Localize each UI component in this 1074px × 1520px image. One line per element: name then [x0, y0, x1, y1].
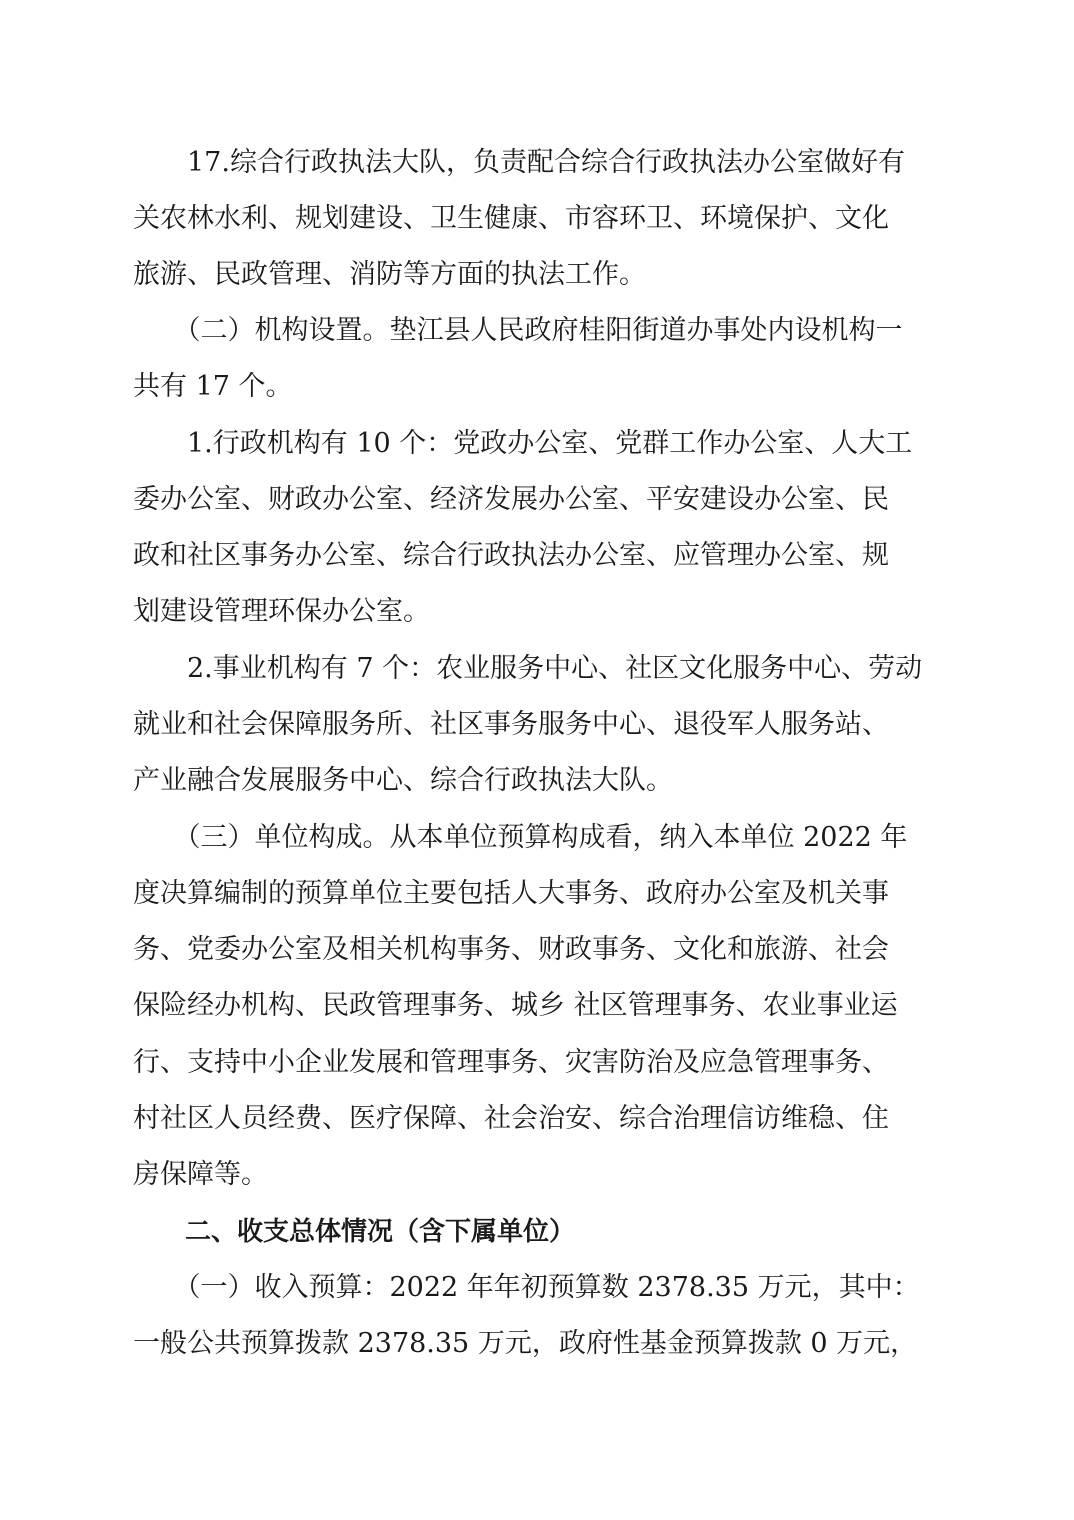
text-line: 就业和社会保障服务所、社区事务服务中心、退役军人服务站、 — [133, 709, 889, 740]
text-line: 房保障等。 — [133, 1159, 268, 1190]
text-line: 产业融合发展服务中心、综合行政执法大队。 — [133, 765, 673, 796]
text-line: 旅游、民政管理、消防等方面的执法工作。 — [133, 259, 646, 290]
text-line: 17.综合行政执法大队，负责配合综合行政执法办公室做好有 — [133, 147, 905, 178]
section-heading: 二、收支总体情况（含下属单位） — [133, 1217, 576, 1247]
text-line: 1.行政机构有 10 个：党政办公室、党群工作办公室、人大工 — [133, 428, 913, 459]
text-line: 保险经办机构、民政管理事务、城乡 社区管理事务、农业事业运 — [133, 990, 898, 1021]
text-line: 划建设管理环保办公室。 — [133, 596, 430, 627]
text-line: 务、党委办公室及相关机构事务、财政事务、文化和旅游、社会 — [133, 934, 889, 965]
text-line: 政和社区事务办公室、综合行政执法办公室、应管理办公室、规 — [133, 540, 889, 571]
text-line: 2.事业机构有 7 个：农业服务中心、社区文化服务中心、劳动 — [133, 653, 923, 684]
text-line: （三）单位构成。从本单位预算构成看，纳入本单位 2022 年 — [133, 822, 908, 853]
text-line: 委办公室、财政办公室、经济发展办公室、平安建设办公室、民 — [133, 484, 889, 515]
text-line: 关农林水利、规划建设、卫生健康、市容环卫、环境保护、文化 — [133, 203, 889, 234]
text-line: 度决算编制的预算单位主要包括人大事务、政府办公室及机关事 — [133, 878, 889, 909]
text-line: （一）收入预算：2022 年年初预算数 2378.35 万元，其中： — [133, 1272, 920, 1303]
text-line: 行、支持中小企业发展和管理事务、灾害防治及应急管理事务、 — [133, 1047, 889, 1078]
text-line: 共有 17 个。 — [133, 371, 293, 402]
text-line: （二）机构设置。垫江县人民政府桂阳街道办事处内设机构一 — [133, 315, 903, 346]
text-line: 一般公共预算拨款 2378.35 万元，政府性基金预算拨款 0 万元， — [133, 1328, 918, 1359]
text-line: 村社区人员经费、医疗保障、社会治安、综合治理信访维稳、住 — [133, 1103, 889, 1134]
